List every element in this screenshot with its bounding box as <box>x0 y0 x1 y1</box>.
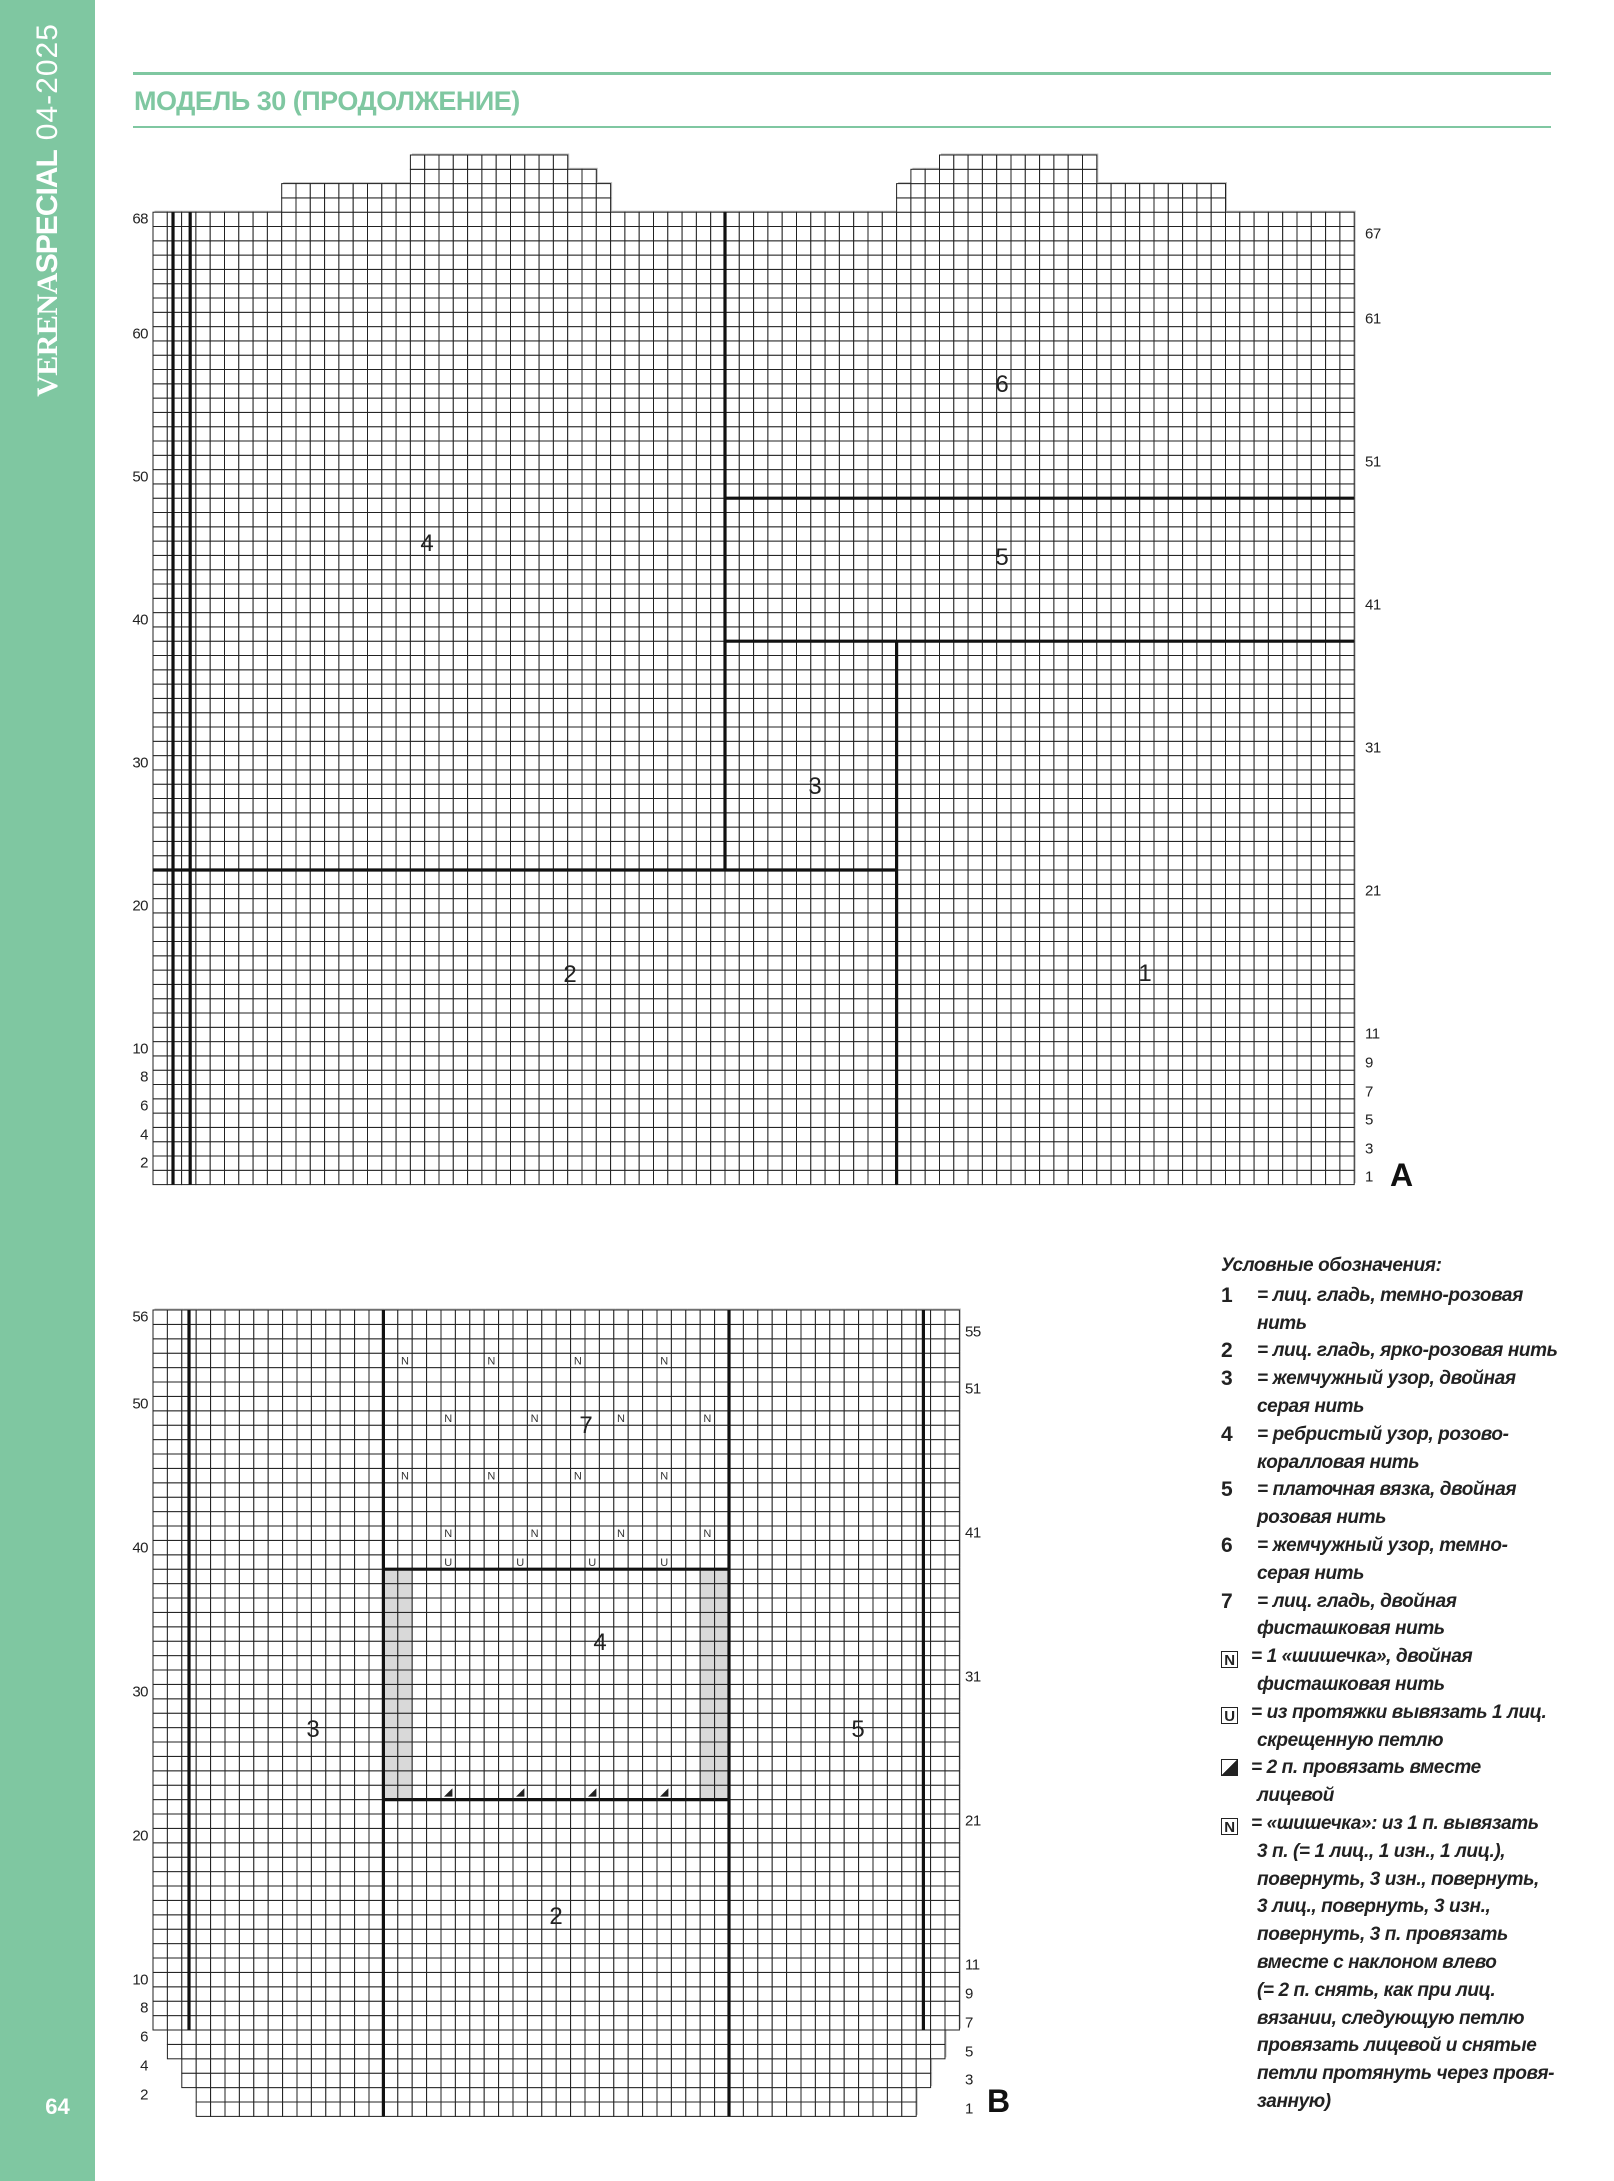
chart-a-grid <box>153 155 1355 1187</box>
brand-special: SPECIAL <box>31 150 64 274</box>
brand-verena: VERENA <box>31 273 64 397</box>
header-top-rule <box>133 72 1551 75</box>
page-number: 64 <box>45 2094 70 2119</box>
issue-number: 04-2025 <box>31 23 64 141</box>
sidebar <box>0 0 95 2181</box>
header-bottom-rule <box>133 126 1551 128</box>
page-title: МОДЕЛЬ 30 (ПРОДОЛЖЕНИЕ) <box>134 86 520 116</box>
magazine-brand <box>31 23 65 397</box>
